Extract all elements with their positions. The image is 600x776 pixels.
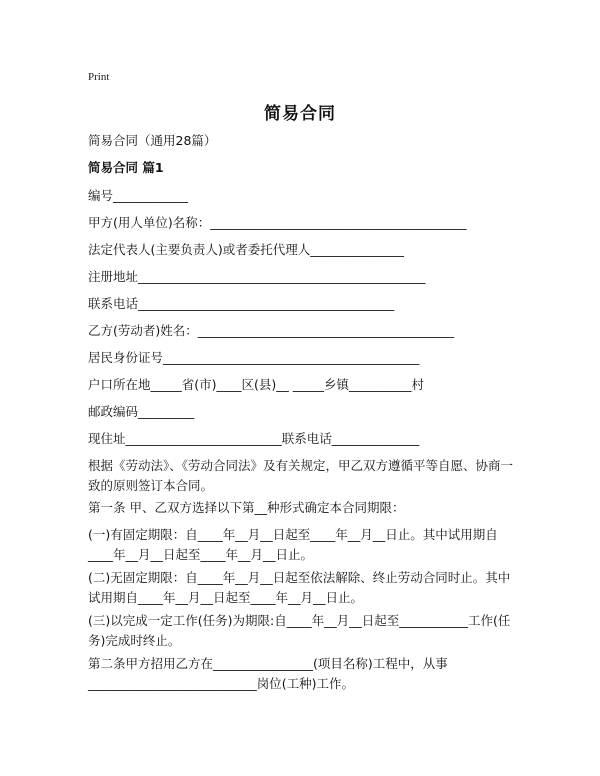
paragraph-article2: 第二条甲方招用乙方在________________(项目名称)工程中，从事___________________________岗位(工种)工作。 <box>88 656 448 691</box>
paragraph-intro: 根据《劳动法》、《劳动合同法》及有关规定，甲乙双方遵循平等自愿、协商一致的原则签订本合同。 <box>88 458 514 493</box>
field-legal-rep: 法定代表人(主要负责人)或者委托代理人_______________ <box>88 242 405 257</box>
field-address-phone: 现住址_________________________联系电话______________ <box>88 431 420 446</box>
paragraph-open-term: (二)无固定期限：自____年__月__日起至依法解除、终止劳动合同时止。其中试用期自____年__月__日起至____年__月__日止。 <box>88 570 511 605</box>
field-id-number: 居民身份证号_________________________________________ <box>88 350 420 365</box>
field-number: 编号____________ <box>88 188 189 203</box>
field-postcode: 邮政编码_________ <box>88 404 195 419</box>
print-label: Print <box>88 71 110 83</box>
field-party-b: 乙方(劳动者)姓名：_________________________________________ <box>88 323 455 338</box>
field-hukou: 户口所在地_____省(市)____区(县)__ _____乡镇__________村 <box>88 377 424 392</box>
field-party-a: 甲方(用人单位)名称：_________________________________________ <box>88 215 467 230</box>
field-phone: 联系电话_________________________________________ <box>88 296 395 311</box>
field-reg-address: 注册地址______________________________________________ <box>88 269 426 284</box>
document-subtitle: 简易合同（通用28篇） <box>88 133 217 148</box>
paragraph-article1: 第一条 甲、乙双方选择以下第__种形式确定本合同期限： <box>88 500 405 515</box>
page-title: 简易合同 <box>264 104 336 124</box>
paragraph-fixed-term: (一)有固定期限：自____年__月__日起至____年__月__日止。其中试用期自____年__月__日起至____年__月__日止。 <box>88 527 498 562</box>
section-heading: 简易合同 篇1 <box>88 160 164 175</box>
paragraph-task-term: (三)以完成一定工作(任务)为期限:自____年__月__日起至___________工作(任务)完成时终止。 <box>88 613 511 648</box>
